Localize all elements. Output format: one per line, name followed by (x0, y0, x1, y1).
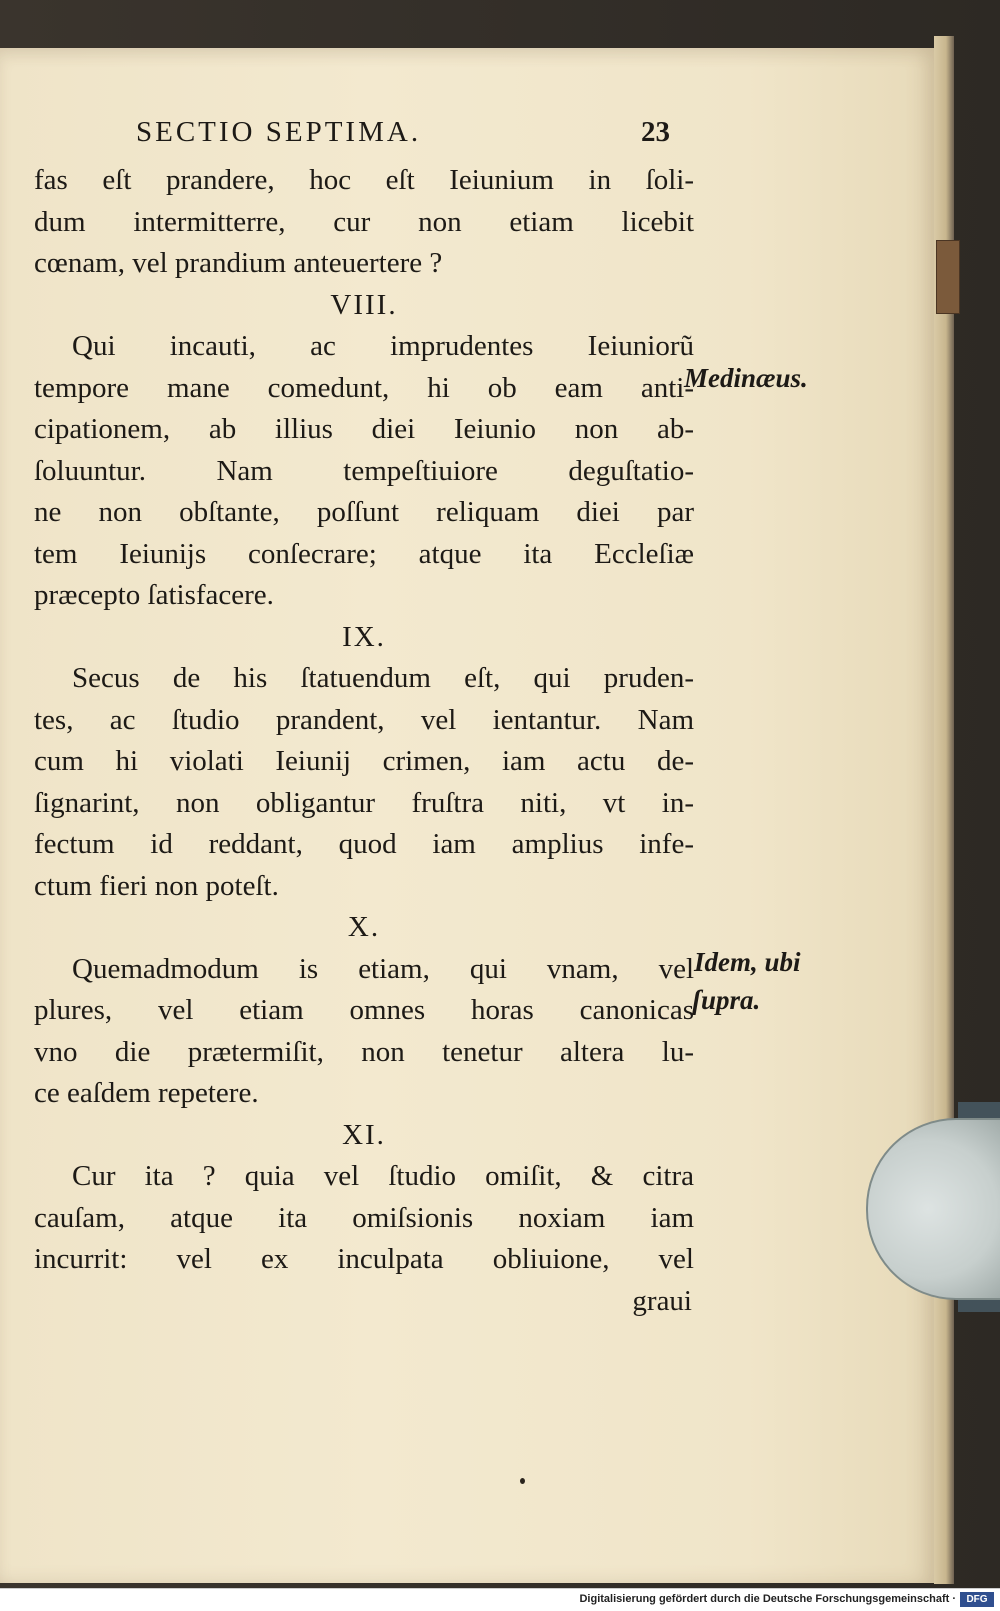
section-numeral: X. (347, 911, 381, 943)
text-line: ſignarint, non obligantur fruſtra niti, vt in- (34, 786, 694, 819)
section-numeral: XI. (342, 1118, 386, 1151)
running-header (136, 116, 696, 156)
text-line: cum hi violati Ieiunĳ crimen, iam actu de- (34, 745, 694, 777)
text-line: incurrit: vel ex inculpata obliuione, vel (34, 1243, 694, 1275)
dfg-logo: DFG (960, 1592, 994, 1607)
section-numeral: IX. (342, 620, 386, 653)
text-line: plures, vel etiam omnes horas canonicas (34, 994, 694, 1026)
text-line: cipationem, ab illius diei Ieiunio non ab- (34, 413, 694, 445)
ink-speck (520, 1478, 525, 1484)
text-line: tem Ieiunĳs conſecrare; atque ita Eccleſiæ (34, 537, 694, 570)
text-line: fectum id reddant, quod iam amplius infe- (34, 828, 694, 860)
text-line: ce eaſdem repetere. (34, 1077, 259, 1109)
bookmark-tab (936, 240, 960, 314)
footer-credit: Digitalisierung gefördert durch die Deutsche Forschungsgemeinschaft · (579, 1593, 956, 1605)
marginal-note-idem: Idem, ubi (694, 947, 801, 977)
text-line: vno die prætermiſit, non tenetur altera lu- (34, 1035, 694, 1068)
marginal-note-medinaeus: Medinæus. (684, 363, 808, 393)
text-line: Secus de his ſtatuendum eſt, qui pruden- (72, 662, 694, 694)
text-line: fas eſt prandere, hoc eſt Ieiunium in ſoli- (34, 164, 694, 196)
text-line: graui (632, 1284, 692, 1317)
text-line: Qui incauti, ac imprudentes Ieiuniorũ (72, 330, 694, 362)
text-line: tes, ac ſtudio prandent, vel ientantur. Nam (34, 703, 694, 736)
marginal-note-supra: ſupra. (692, 985, 761, 1015)
text-line: tempore mane comedunt, hi ob eam anti- (34, 371, 694, 404)
text-line: Cur ita ? quia vel ſtudio omiſit, & citra (72, 1160, 694, 1192)
running-title: SECTIO SEPTIMA. (136, 116, 422, 148)
section-numeral: VIII. (330, 288, 398, 321)
text-line: ſoluuntur. Nam tempeſtiuiore deguſtatio- (34, 454, 694, 487)
text-line: ne non obſtante, poſſunt reliquam diei par (34, 496, 694, 528)
text-line: cauſam, atque ita omiſsionis noxiam iam (34, 1201, 694, 1234)
body-text (34, 160, 694, 1322)
text-line: præcepto ſatisfacere. (34, 579, 274, 611)
text-line: ctum fieri non poteſt. (34, 869, 279, 902)
page-number: 23 (641, 116, 670, 148)
text-line: dum intermitterre, cur non etiam licebit (34, 205, 694, 238)
text-line: Quemadmodum is etiam, qui vnam, vel (72, 952, 694, 985)
digitization-footer (0, 1588, 1000, 1611)
text-line: cœnam, vel prandium anteuertere ? (34, 247, 443, 279)
